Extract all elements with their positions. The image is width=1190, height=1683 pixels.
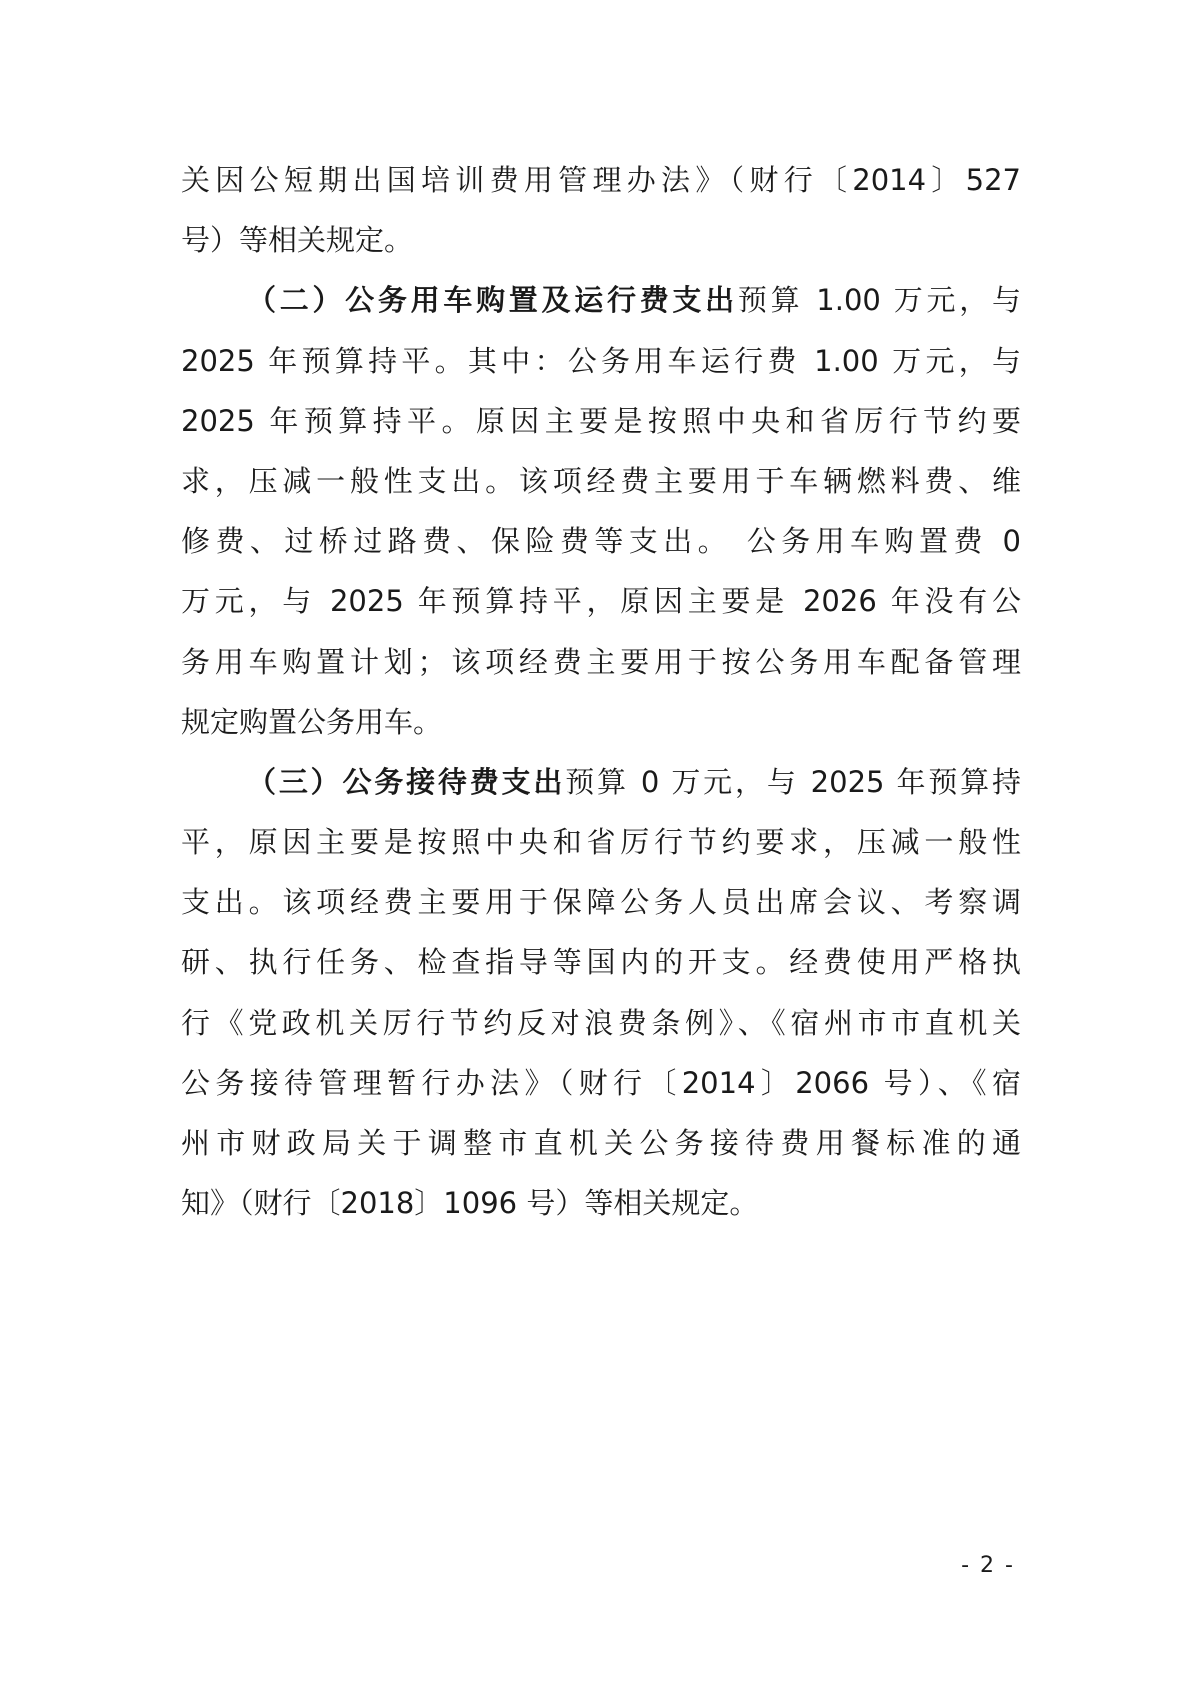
text-line: 关因公短期出国培训费用管理办法》（财行〔2014〕527 [181,163,1021,197]
paragraph-reception-expenses [181,752,1021,1234]
text-line: 万元，与 2025 年预算持平，原因主要是 2026 年没有公 [181,584,1021,619]
paragraph-vehicle-expenses [181,270,1021,752]
section-heading: （三）公务接待费支出 [247,764,566,799]
text-line: 州市财政局关于调整市直机关公务接待费用餐标准的通 [181,1126,1021,1160]
page-number: - 2 - [961,1553,1015,1578]
text-line: 2025 年预算持平。原因主要是按照中央和省厉行节约要 [181,403,1021,438]
text-line: 求，压减一般性支出。该项经费主要用于车辆燃料费、维 [181,463,1021,498]
text-line: 平，原因主要是按照中央和省厉行节约要求，压减一般性 [181,825,1021,860]
paragraph-continuation [181,150,1021,270]
text-span: 预算 1.00 万元，与 [737,283,1021,318]
text-line: 研、执行任务、检查指导等国内的开支。经费使用严格执 [181,945,1021,980]
text-line: 支出。该项经费主要用于保障公务人员出席会议、考察调 [181,885,1021,920]
text-line: 行《党政机关厉行节约反对浪费条例》、《宿州市市直机关 [181,1005,1021,1040]
text-line: 规定购置公务用车。 [181,704,443,739]
document-body [181,150,1021,1233]
text-line: 务用车购置计划；该项经费主要用于按公务用车配备管理 [181,644,1021,679]
text-span: 预算 0 万元，与 2025 年预算持 [565,764,1021,799]
text-line [181,752,1021,812]
text-line: 公务接待管理暂行办法》（财行〔2014〕2066 号）、《宿 [181,1065,1021,1100]
text-line: 号）等相关规定。 [181,223,414,258]
text-line: 知》（财行〔2018〕1096 号）等相关规定。 [181,1186,759,1221]
text-line: 修费、过桥过路费、保险费等支出。 公务用车购置费 0 [181,524,1021,559]
text-line: 2025 年预算持平。其中：公务用车运行费 1.00 万元，与 [181,343,1021,378]
text-line [181,270,1021,330]
section-heading: （二）公务用车购置及运行费支出 [247,283,738,318]
